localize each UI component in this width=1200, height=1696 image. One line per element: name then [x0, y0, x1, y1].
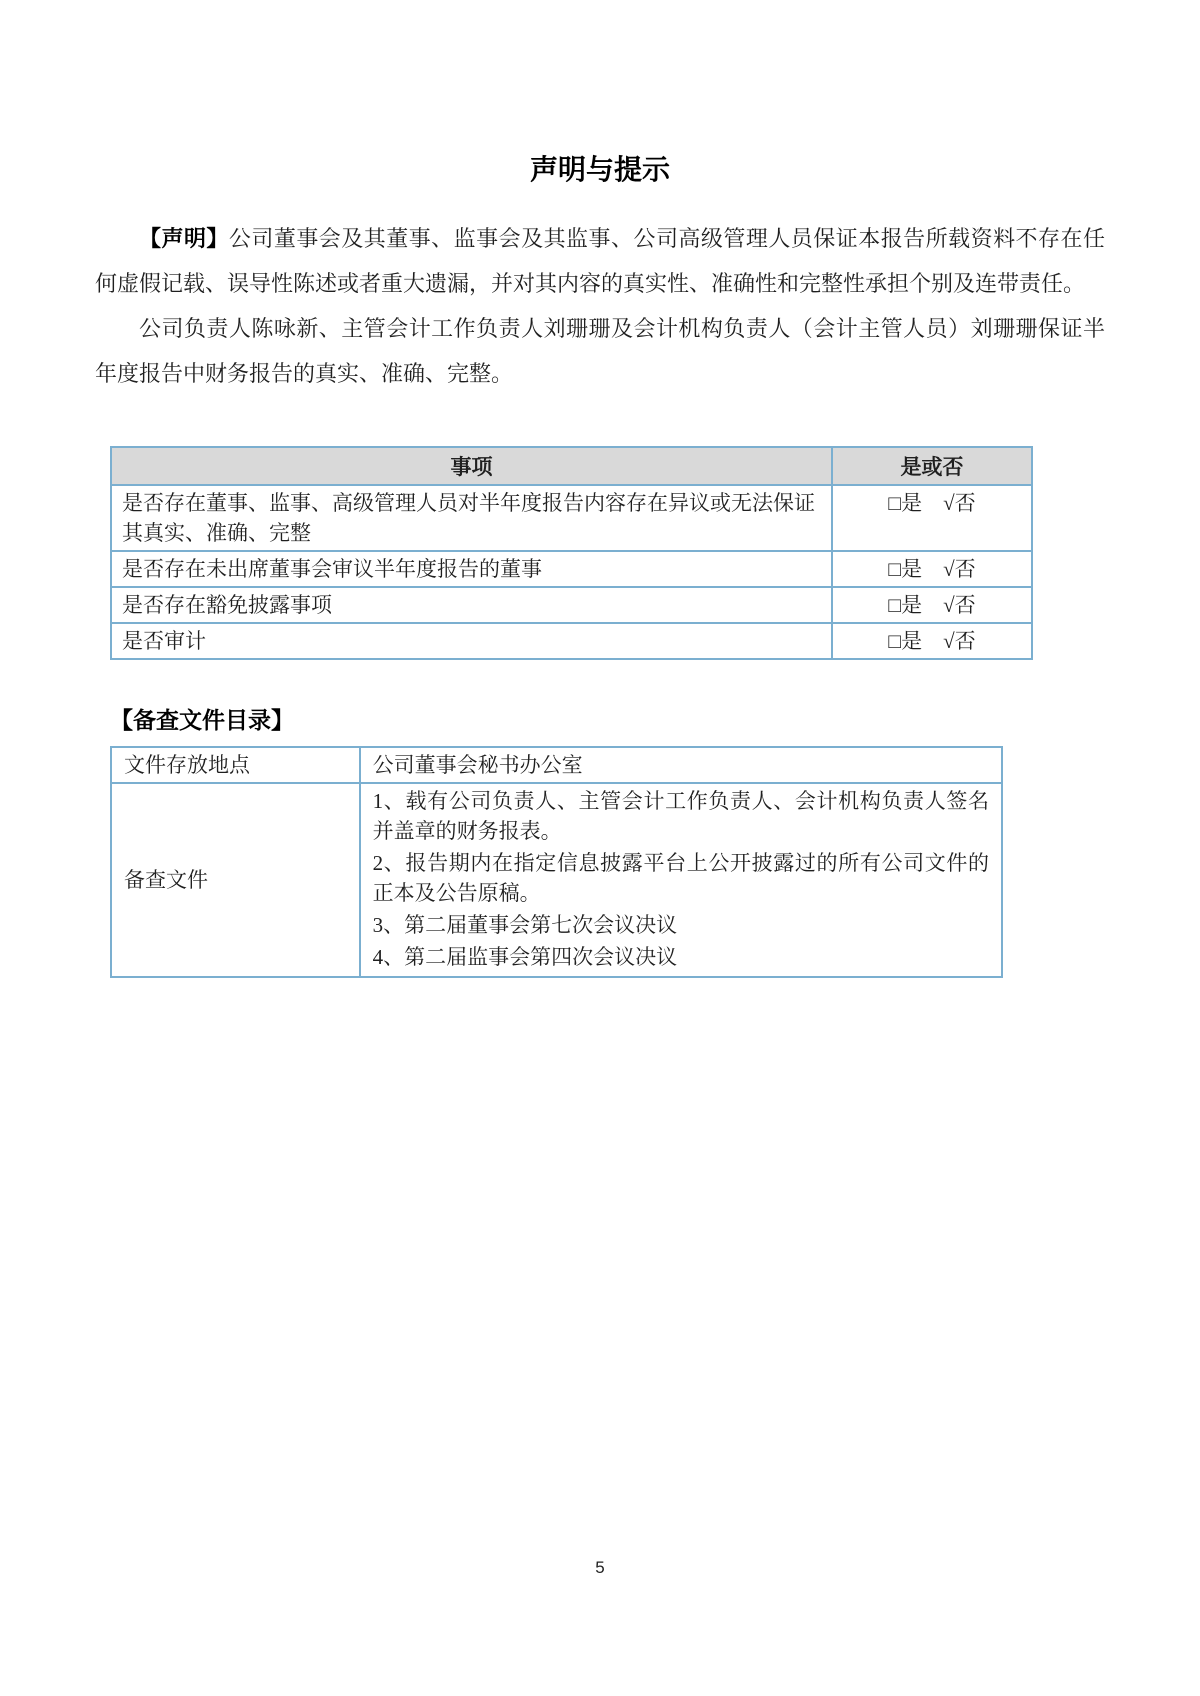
responsibility-paragraph: 公司负责人陈咏新、主管会计工作负责人刘珊珊及会计机构负责人（会计主管人员）刘珊珊保证半年度报告中财务报告的真实、准确、完整。	[95, 316, 1105, 386]
matters-item-answer: □是 √否	[832, 623, 1032, 659]
matters-item-text: 是否审计	[111, 623, 832, 659]
list-item: 4、第二届监事会第四次会议决议	[372, 945, 678, 969]
table-row	[111, 623, 1032, 659]
statement-label: 【声明】	[139, 226, 229, 251]
statement-section	[95, 216, 1105, 396]
documents-heading: 【备查文件目录】	[110, 708, 294, 733]
matters-header-item: 事项	[111, 447, 832, 485]
matters-table	[110, 446, 1033, 660]
matters-item-text: 是否存在豁免披露事项	[111, 587, 832, 623]
documents-files-label: 备查文件	[111, 783, 360, 977]
documents-files-list	[360, 783, 1002, 977]
table-row	[111, 747, 1002, 783]
statement-paragraph	[95, 216, 1105, 306]
matters-header-yesno: 是或否	[832, 447, 1032, 485]
table-row	[111, 551, 1032, 587]
list-item: 3、第二届董事会第七次会议决议	[372, 913, 678, 937]
matters-header-row	[111, 447, 1032, 485]
page-title: 声明与提示	[529, 154, 670, 185]
list-item: 1、载有公司负责人、主管会计工作负责人、会计机构负责人签名并盖章的财务报表。	[372, 789, 989, 843]
documents-location-label: 文件存放地点	[111, 747, 360, 783]
matters-item-text: 是否存在董事、监事、高级管理人员对半年度报告内容存在异议或无法保证其真实、准确、完整	[111, 485, 832, 551]
page-number: 5	[595, 1558, 605, 1577]
table-row	[111, 587, 1032, 623]
documents-table	[110, 746, 1003, 978]
list-item: 2、报告期内在指定信息披露平台上公开披露过的所有公司文件的正本及公告原稿。	[372, 851, 989, 905]
table-row	[111, 485, 1032, 551]
matters-item-answer: □是 √否	[832, 551, 1032, 587]
matters-item-answer: □是 √否	[832, 485, 1032, 551]
matters-item-text: 是否存在未出席董事会审议半年度报告的董事	[111, 551, 832, 587]
statement-text: 公司董事会及其董事、监事会及其监事、公司高级管理人员保证本报告所载资料不存在任何虚假记载、误导性陈述或者重大遗漏，并对其内容的真实性、准确性和完整性承担个别及连带责任。	[95, 226, 1105, 296]
documents-location-value: 公司董事会秘书办公室	[360, 747, 1002, 783]
matters-item-answer: □是 √否	[832, 587, 1032, 623]
table-row	[111, 783, 1002, 977]
